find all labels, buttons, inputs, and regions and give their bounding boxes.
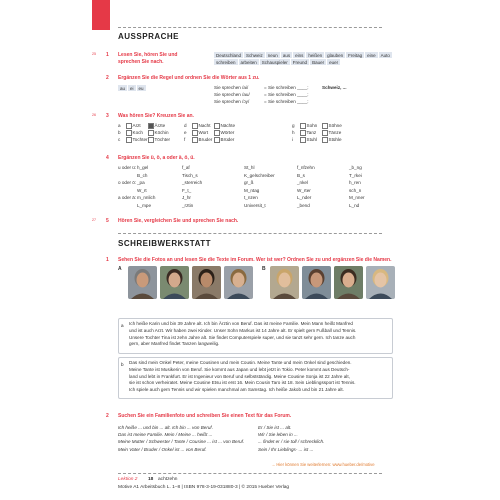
gap-word[interactable]: M_ntag xyxy=(244,187,260,193)
audio-track[interactable]: 27 xyxy=(92,218,96,222)
checkbox-option[interactable] xyxy=(213,137,234,143)
option-word: Tanz xyxy=(306,130,317,135)
checkbox-option[interactable] xyxy=(321,130,341,136)
gap-word[interactable]: W_rt xyxy=(137,187,147,193)
gap-word[interactable]: _rztin xyxy=(182,203,194,208)
exercise-number: 2 xyxy=(106,413,109,419)
checkbox-option[interactable] xyxy=(191,123,211,129)
option-word: Arzt xyxy=(132,123,141,128)
option-word: Brüder xyxy=(220,137,235,142)
gap-word[interactable]: _b_ng xyxy=(349,165,362,170)
divider xyxy=(118,473,382,474)
gap-word[interactable]: B_s xyxy=(297,172,305,178)
checkbox-option[interactable] xyxy=(147,130,169,136)
option-word: Bruder xyxy=(198,137,213,142)
row-head: u oder ü: xyxy=(118,165,137,170)
family-photo xyxy=(302,266,331,299)
option-word: Köchin xyxy=(154,130,169,135)
instruction: Suchen Sie ein Familienfoto und schreiben Sie einen Text für das Forum. xyxy=(118,413,292,419)
footer-lesson: Lektion 2 xyxy=(118,477,138,482)
checkbox[interactable] xyxy=(300,123,306,129)
checkbox-option[interactable] xyxy=(299,137,317,143)
checkbox[interactable] xyxy=(148,123,154,129)
option-word: Sohn xyxy=(306,123,318,128)
gap-word[interactable]: f_nfzehn xyxy=(297,165,315,170)
page-number: 18 xyxy=(148,477,154,482)
exercise-number: 3 xyxy=(106,113,109,119)
family-photo xyxy=(192,266,221,299)
phrase-list-left: Ich heiße ... und bin ... alt. Ich bin ... von Beruf. Das ist meine Familie. Mein / Meine ... heißt ... Meine Mutter / Schwester / Tante / Cousine ... ist ... von Beruf. Mein Vater / Bruder / Onkel ist ... von Beruf. xyxy=(118,425,245,452)
checkbox-option[interactable] xyxy=(125,123,141,129)
family-photo xyxy=(224,266,253,299)
gap-word[interactable]: Tisch_s xyxy=(182,172,198,178)
checkbox[interactable] xyxy=(214,137,220,143)
page-word: achtzehn xyxy=(158,477,178,482)
audio-track[interactable]: 25 xyxy=(92,52,96,56)
section-title: SCHREIBWERKSTATT xyxy=(118,239,212,248)
checkbox[interactable] xyxy=(148,137,154,143)
exercise-number: 4 xyxy=(106,155,109,161)
option-word: Wort xyxy=(198,130,209,135)
checkbox[interactable] xyxy=(126,123,132,129)
instruction: Hören Sie, vergleichen Sie und sprechen Sie nach. xyxy=(118,218,239,224)
footer-copyright: Motive A1 Arbeitsbuch L. 1–8 | ISBN 978-3-19-031880-3 | © 2015 Hueber Verlag xyxy=(118,485,290,490)
more-link[interactable]: → Hier können Sie weiterlernen: www.hueber.de/motive xyxy=(271,462,375,467)
checkbox[interactable] xyxy=(192,130,198,136)
gap-word[interactable]: K_gelschreiber xyxy=(244,172,275,178)
exercise-number: 1 xyxy=(106,52,109,58)
checkbox[interactable] xyxy=(126,137,132,143)
option-letter: g xyxy=(292,123,295,128)
family-photo xyxy=(270,266,299,299)
option-word: Wörter xyxy=(220,130,235,135)
checkbox[interactable] xyxy=(214,130,220,136)
option-word: Stühle xyxy=(328,137,342,142)
checkbox[interactable] xyxy=(192,123,198,129)
label-a: A xyxy=(118,266,122,272)
instruction: Sehen Sie die Fotos an und lesen Sie die Texte im Forum. Wer ist wer? Ordnen Sie zu und ergänzen Sie die Namen. xyxy=(118,257,392,263)
checkbox[interactable] xyxy=(192,137,198,143)
option-word: Nächte xyxy=(220,123,236,128)
checkbox-option[interactable] xyxy=(321,123,342,129)
option-word: Söhne xyxy=(328,123,342,128)
checkbox-option[interactable] xyxy=(125,137,148,143)
gap-word[interactable]: h_ren xyxy=(349,180,361,186)
exercise-number: 5 xyxy=(106,218,109,224)
gap-word[interactable]: m_nnlich xyxy=(137,195,156,201)
option-letter: i xyxy=(292,137,294,142)
gap-word[interactable]: L_mpe xyxy=(137,203,152,208)
gap-word[interactable]: _pa xyxy=(137,180,145,186)
gap-word[interactable]: Universit_t xyxy=(244,203,266,208)
checkbox-option[interactable] xyxy=(213,130,234,136)
checkbox-option[interactable] xyxy=(147,137,170,143)
instruction: Ergänzen Sie die Regel und ordnen Sie die Wörter aus 1 zu. xyxy=(118,75,260,81)
forum-text-a: a Ich heiße Karin und bin 39 Jahre alt. Ich bin Ärztin von Beruf. Das ist meine Familie. Mein Mann heißt Manfred und ist auch Arzt. Wir haben zwei Kinder. Unser Sohn Markus ist 14 Jahre alt. Er spielt gern Fußball und Tennis. Unsere Tochter Tina ist zehn Jahre alt. Sie findet Computerspiele super, und sie tanzt sehr gern. Ich tanze auch gern, aber Manfred findet Tanzen langweilig. xyxy=(118,318,393,354)
gap-word[interactable]: L_nd xyxy=(349,203,360,208)
exercise-number: 2 xyxy=(106,75,109,81)
gap-word[interactable]: B_ch xyxy=(137,172,148,178)
phrase-list-right: Er / Sie ist ... alt. Wir / Sie leben in ... ... findet er / sie toll / schrecklich. Sein / Ihr Lieblings- ... ist ... xyxy=(258,425,325,452)
option-word: Stuhl xyxy=(306,137,317,142)
word-box: Deutschland Schweiz neun aus eins heißen glauben Freitag eine Auto schreiben arbeiten Schauspieler Freund Bauer euer xyxy=(216,52,390,65)
option-word: Ärzte xyxy=(154,123,166,128)
instruction: Lesen Sie, hören Sie und sprechen Sie nach. xyxy=(118,52,178,65)
checkbox[interactable] xyxy=(300,130,306,136)
option-word: Töchter xyxy=(154,137,171,142)
family-photo xyxy=(366,266,395,299)
chip-row: au ei eu xyxy=(120,85,144,91)
checkbox-option[interactable] xyxy=(125,130,143,136)
section-title: AUSSPRACHE xyxy=(118,32,180,41)
checkbox[interactable] xyxy=(126,130,132,136)
gap-word[interactable]: h_gel xyxy=(137,165,149,170)
option-letter: d xyxy=(184,123,187,128)
checkbox-option[interactable] xyxy=(191,137,212,143)
family-photo xyxy=(334,266,363,299)
checkbox[interactable] xyxy=(322,137,328,143)
option-letter: a xyxy=(118,123,121,128)
instruction: Ergänzen Sie ü, ö, a oder ä, ö, ü. xyxy=(118,155,195,161)
checkbox-option[interactable] xyxy=(299,123,317,129)
checkbox[interactable] xyxy=(300,137,306,143)
gap-word[interactable]: t_nzen xyxy=(244,195,258,201)
checkbox-option[interactable] xyxy=(147,123,165,129)
gap-word[interactable]: F_t_ xyxy=(182,187,192,193)
gap-word[interactable]: T_rkei xyxy=(349,172,362,178)
gap-word[interactable]: sch_n xyxy=(349,187,362,193)
option-word: Nacht xyxy=(198,123,211,128)
checkbox[interactable] xyxy=(322,123,328,129)
gap-word[interactable]: J_hr xyxy=(182,195,191,201)
divider xyxy=(118,233,382,234)
gap-word[interactable]: _bend xyxy=(297,203,310,208)
option-letter: c xyxy=(118,137,121,142)
row-head: o oder ö: xyxy=(118,180,137,186)
checkbox-option[interactable] xyxy=(321,137,342,143)
gap-word[interactable]: gr_ß xyxy=(244,180,254,186)
option-word: Tänze xyxy=(328,130,342,135)
gap-word[interactable]: _sterreich xyxy=(182,180,203,186)
option-letter: f xyxy=(184,137,186,142)
option-word: Tochter xyxy=(132,137,148,142)
divider xyxy=(118,27,382,28)
option-letter: h xyxy=(292,130,295,135)
gap-word[interactable]: St_hl xyxy=(244,165,255,170)
checkbox-option[interactable] xyxy=(299,130,316,136)
chapter-tab xyxy=(92,0,110,30)
label-b: B xyxy=(262,266,266,272)
gap-word[interactable]: M_nner xyxy=(349,195,365,201)
checkbox[interactable] xyxy=(214,123,220,129)
family-photo xyxy=(160,266,189,299)
row-head: a oder ä: xyxy=(118,195,137,201)
family-photo xyxy=(128,266,157,299)
option-word: Koch xyxy=(132,130,143,135)
exercise-number: 1 xyxy=(106,257,109,263)
audio-track[interactable]: 26 xyxy=(92,113,96,117)
gap-word[interactable]: L_nder xyxy=(297,195,312,201)
checkbox[interactable] xyxy=(322,130,328,136)
option-letter: b xyxy=(118,130,121,135)
instruction: Was hören Sie? Kreuzen Sie an. xyxy=(118,113,194,119)
checkbox-option[interactable] xyxy=(213,123,235,129)
option-letter: e xyxy=(184,130,187,135)
checkbox-option[interactable] xyxy=(191,130,208,136)
gap-word[interactable]: W_rter xyxy=(297,187,311,193)
checkbox[interactable] xyxy=(148,130,154,136)
gap-word[interactable]: _nkel xyxy=(297,180,308,186)
forum-text-b: b Das sind mein Onkel Peter, meine Cousinen und mein Cousin. Meine Tante und mein Onkel sind geschieden. Meine Tante ist Musikerin von Beruf. Sie kommt aus Japan und lebt jetzt in Tokio. Peter kommt aus Deutsch- land und lebt in Frankfurt. Er ist Ingenieur von Beruf und selbstständig. Meine Cousine Sonja ist 22 Jahre alt, sie ist schon verheiratet. Meine Cousine Etsu ist erst 16. Mein Cousin Taro ist 18. Sein Lieblingssport ist Tennis. Ich spiele auch gern Tennis und wir spielen manchmal am Samstag. Ich heiße Jakob und bin 21 Jahre alt. xyxy=(118,357,393,399)
gap-word[interactable]: f_af xyxy=(182,165,190,170)
